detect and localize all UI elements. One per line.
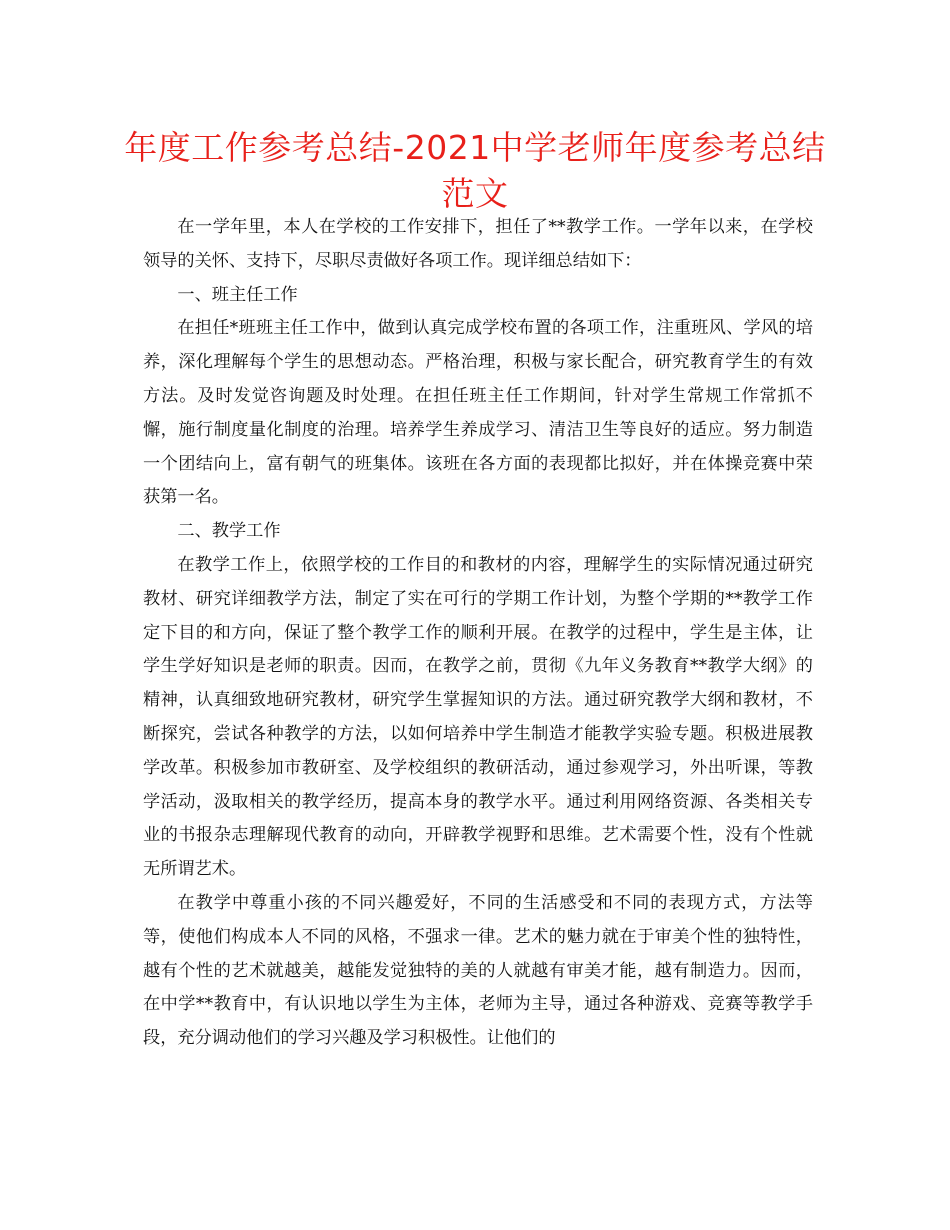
section-heading-teaching: 二、教学工作 (177, 521, 281, 542)
document-body (143, 211, 813, 1056)
section-heading-class-teacher: 一、班主任工作 (177, 284, 298, 305)
paragraph-intro: 在一学年里，本人在学校的工作安排下，担任了**教学工作。一学年以来，在学校领导的关怀、支持下，尽职尽责做好各项工作。现详细总结如下： (143, 217, 813, 271)
paragraph-class-teacher-work: 在担任*班班主任工作中，做到认真完成学校布置的各项工作，注重班风、学风的培养，深化理解每个学生的思想动态。严格治理，积极与家长配合，研究教育学生的有效方法。及时发觉咨询题及时处理。在担任班主任工作期间，针对学生常规工作常抓不懈，施行制度量化制度的治理。培养学生养成学习、清洁卫生等良好的适应。努力制造一个团结向上，富有朝气的班集体。该班在各方面的表现都比拟好，并在体操竞赛中荣获第一名。 (143, 318, 813, 508)
paragraph-teaching-individuality: 在教学中尊重小孩的不同兴趣爱好，不同的生活感受和不同的表现方式，方法等等，使他们构成本人不同的风格，不强求一律。艺术的魅力就在于审美个性的独特性，越有个性的艺术就越美，越能发觉独特的美的人就越有审美才能，越有制造力。因而，在中学**教育中，有认识地以学生为主体，老师为主导，通过各种游戏、竞赛等教学手段，充分调动他们的学习兴趣及学习积极性。让他们的 (143, 892, 813, 1049)
document-title-line2: 范文 (441, 174, 509, 213)
document-title-line1: 年度工作参考总结-2021中学老师年度参考总结 (124, 128, 826, 167)
paragraph-teaching-work: 在教学工作上，依照学校的工作目的和教材的内容，理解学生的实际情况通过研究教材、研究详细教学方法，制定了实在可行的学期工作计划，为整个学期的**教学工作定下目的和方向，保证了整个教学工作的顺利开展。在教学的过程中，学生是主体，让学生学好知识是老师的职责。因而，在教学之前，贯彻《九年义务教育**教学大纲》的精神，认真细致地研究教材，研究学生掌握知识的方法。通过研究教学大纲和教材，不断探究，尝试各种教学的方法，以如何培养中学生制造才能教学实验专题。积极进展教学改革。积极参加市教研室、及学校组织的教研活动，通过参观学习，外出听课，等教学活动，汲取相关的教学经历，提高本身的教学水平。通过利用网络资源、各类相关专业的书报杂志理解现代教育的动向，开辟教学视野和思维。艺术需要个性，没有个性就无所谓艺术。 (143, 554, 813, 880)
